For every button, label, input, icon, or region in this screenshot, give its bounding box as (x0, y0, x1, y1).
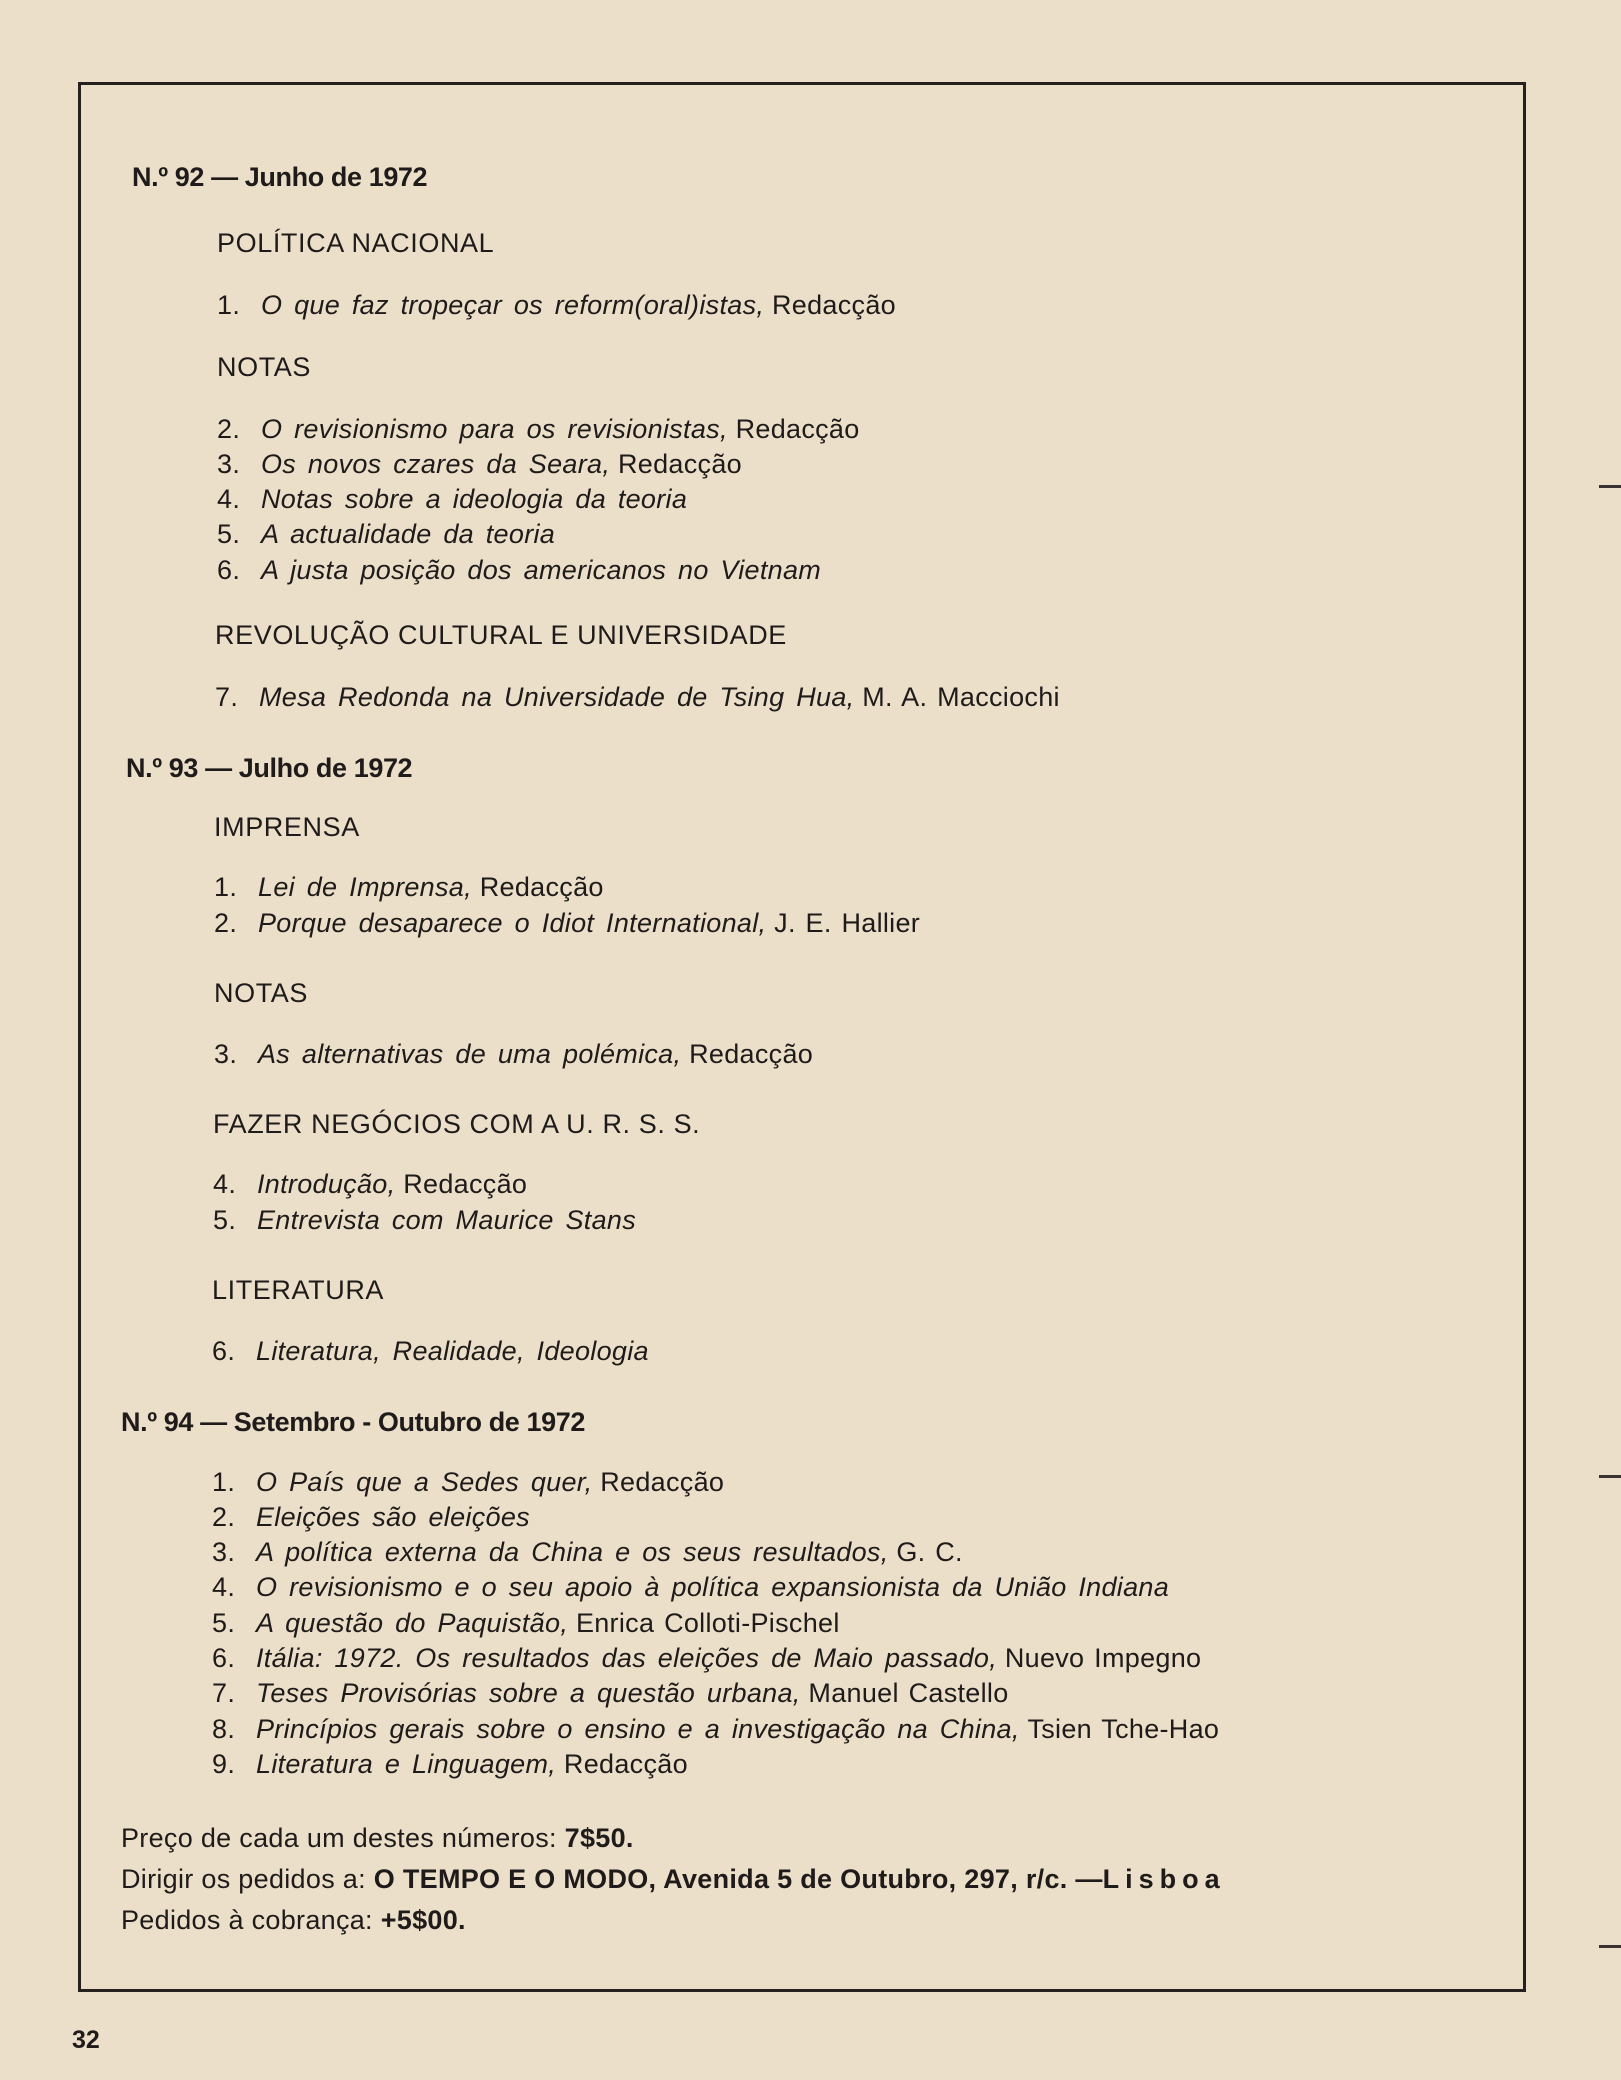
item-title: A política externa da China e os seus resultados, (256, 1537, 889, 1567)
item-title: As alternativas de uma polémica, (258, 1039, 682, 1069)
list-item (217, 449, 742, 480)
item-number: 3. (212, 1537, 236, 1567)
item-number: 6. (212, 1643, 236, 1673)
cod-value: +5$00. (380, 1905, 466, 1935)
orders-city: Lisboa (1102, 1864, 1226, 1894)
list-item (212, 1502, 530, 1533)
list-item (217, 414, 860, 445)
item-title: Literatura, Realidade, Ideologia (256, 1336, 649, 1366)
list-item (212, 1467, 724, 1498)
item-title: Literatura e Linguagem, (256, 1749, 557, 1779)
item-number: 4. (217, 484, 241, 514)
item-title: A justa posição dos americanos no Vietnam (261, 555, 822, 585)
issue-heading: N.º 93 — Julho de 1972 (126, 753, 413, 783)
item-title: O revisionismo e o seu apoio à política expansionista da União Indiana (256, 1572, 1170, 1602)
orders-line (121, 1864, 1226, 1895)
item-number: 3. (214, 1039, 238, 1069)
item-title: Itália: 1972. Os resultados das eleições de Maio passado, (256, 1643, 998, 1673)
orders-label: Dirigir os pedidos a: (121, 1864, 366, 1894)
section-heading: FAZER NEGÓCIOS COM A U. R. S. S. (213, 1109, 701, 1139)
item-number: 8. (212, 1714, 236, 1744)
list-item (215, 682, 1060, 713)
section-heading: NOTAS (217, 352, 312, 382)
item-number: 4. (212, 1572, 236, 1602)
item-title: Eleições são eleições (256, 1502, 530, 1532)
list-item (212, 1608, 840, 1639)
section-heading: LITERATURA (212, 1275, 385, 1305)
orders-address: O TEMPO E O MODO, Avenida 5 de Outubro, 297, r/c. — (373, 1864, 1103, 1894)
list-item (214, 872, 604, 903)
item-author: M. A. Macciochi (862, 682, 1060, 712)
list-item (212, 1537, 963, 1568)
item-author: Redacção (771, 290, 896, 320)
list-item (217, 290, 896, 321)
item-title: A actualidade da teoria (261, 519, 556, 549)
item-number: 5. (217, 519, 241, 549)
item-author: Redacção (689, 1039, 814, 1069)
section-heading: IMPRENSA (214, 812, 360, 842)
item-title: Os novos czares da Seara, (261, 449, 611, 479)
item-number: 9. (212, 1749, 236, 1779)
section-heading: POLÍTICA NACIONAL (217, 228, 495, 258)
list-item (217, 484, 687, 515)
list-item (217, 555, 821, 586)
list-item (212, 1714, 1219, 1745)
item-author: Manuel Castello (808, 1678, 1009, 1708)
item-author: Redacção (735, 414, 860, 444)
item-author: Tsien Tche-Hao (1027, 1714, 1220, 1744)
list-item (212, 1572, 1169, 1603)
list-item (217, 519, 555, 550)
list-item (213, 1169, 527, 1200)
item-author: Redacção (563, 1749, 688, 1779)
item-title: Mesa Redonda na Universidade de Tsing Hua, (259, 682, 855, 712)
item-author: Nuevo Impegno (1004, 1643, 1202, 1673)
price-value: 7$50. (564, 1823, 634, 1853)
item-author: Redacção (600, 1467, 725, 1497)
issue-heading: N.º 92 — Junho de 1972 (132, 162, 428, 192)
list-item (212, 1749, 688, 1780)
item-author: Redacção (479, 872, 604, 902)
item-number: 3. (217, 449, 241, 479)
list-item (214, 1039, 813, 1070)
list-item (212, 1336, 649, 1367)
list-item (212, 1643, 1201, 1674)
item-title: Princípios gerais sobre o ensino e a investigação na China, (256, 1714, 1020, 1744)
item-number: 1. (217, 290, 241, 320)
item-title: Entrevista com Maurice Stans (257, 1205, 637, 1235)
item-number: 4. (213, 1169, 237, 1199)
item-title: O País que a Sedes quer, (256, 1467, 593, 1497)
price-label: Preço de cada um destes números: (121, 1823, 557, 1853)
item-title: O que faz tropeçar os reform(oral)istas, (261, 290, 765, 320)
price-line (121, 1823, 634, 1854)
list-item (212, 1678, 1009, 1709)
page-number: 32 (72, 2026, 100, 2054)
item-title: Lei de Imprensa, (258, 872, 472, 902)
item-number: 5. (213, 1205, 237, 1235)
item-author: Enrica Colloti-Pischel (575, 1608, 840, 1638)
list-item (213, 1205, 636, 1236)
cod-label: Pedidos à cobrança: (121, 1905, 373, 1935)
item-author: Redacção (403, 1169, 528, 1199)
item-title: O revisionismo para os revisionistas, (261, 414, 728, 444)
item-number: 6. (212, 1336, 236, 1366)
issue-heading: N.º 94 — Setembro - Outubro de 1972 (121, 1407, 585, 1437)
margin-mark (1599, 1475, 1621, 1478)
item-number: 7. (212, 1678, 236, 1708)
item-number: 2. (212, 1502, 236, 1532)
item-title: Notas sobre a ideologia da teoria (261, 484, 688, 514)
item-title: Porque desaparece o Idiot International, (258, 908, 767, 938)
item-number: 2. (214, 908, 238, 938)
item-number: 1. (214, 872, 238, 902)
item-number: 7. (215, 682, 239, 712)
item-title: Introdução, (257, 1169, 396, 1199)
item-title: Teses Provisórias sobre a questão urbana, (256, 1678, 801, 1708)
item-author: J. E. Hallier (774, 908, 921, 938)
section-heading: NOTAS (214, 978, 309, 1008)
margin-mark (1599, 1945, 1621, 1948)
margin-mark (1599, 485, 1621, 488)
cod-line (121, 1905, 466, 1936)
item-author: Redacção (617, 449, 742, 479)
item-number: 6. (217, 555, 241, 585)
item-number: 5. (212, 1608, 236, 1638)
item-author: G. C. (896, 1537, 963, 1567)
item-number: 1. (212, 1467, 236, 1497)
item-title: A questão do Paquistão, (256, 1608, 569, 1638)
item-number: 2. (217, 414, 241, 444)
section-heading: REVOLUÇÃO CULTURAL E UNIVERSIDADE (215, 620, 787, 650)
list-item (214, 908, 920, 939)
